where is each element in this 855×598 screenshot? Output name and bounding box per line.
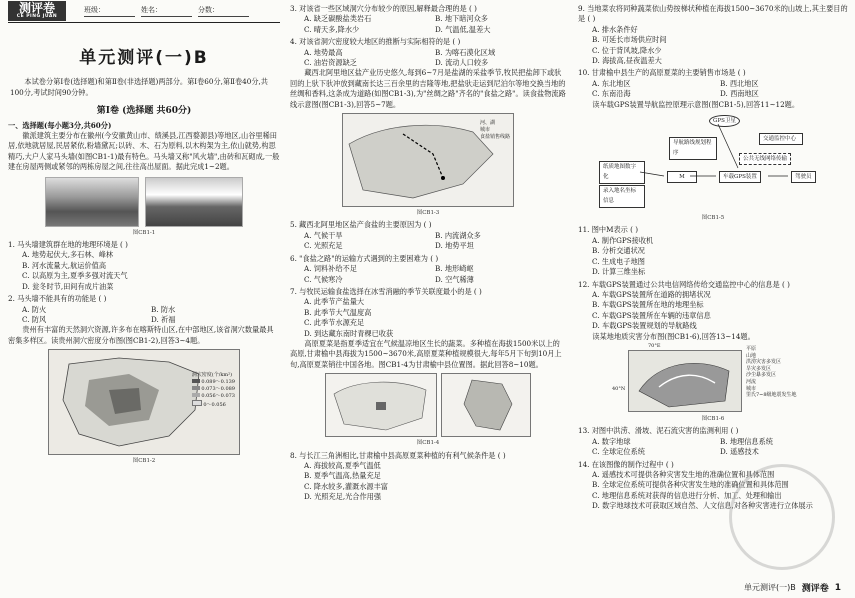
score-field[interactable]: 分数：	[198, 5, 249, 16]
answer-option[interactable]: B. 河水流量大,航运价值高	[22, 260, 107, 270]
page-header	[8, 0, 280, 23]
answer-option[interactable]: C. 生成电子地图	[592, 256, 645, 266]
answer-option[interactable]: C. 此季节水源充足	[304, 318, 365, 328]
footer-brand: 测评卷	[801, 584, 829, 594]
answer-option[interactable]: B. 地形崎岖	[435, 264, 474, 274]
section-heading: 第Ⅰ卷 (选择题 共60分)	[96, 106, 192, 117]
footer-text: 单元测评(一)B	[743, 583, 796, 592]
answer-option[interactable]: A. 地势最高	[304, 47, 343, 57]
legend-item: 0～0.056	[203, 402, 226, 409]
figure-caption: 图CB1-3	[416, 210, 440, 217]
legend-item: 河、湖	[479, 120, 495, 127]
answer-option[interactable]: D. 流动人口较多	[435, 58, 489, 68]
answer-option[interactable]: C. 车载GPS装置所在车辆的违章信息	[592, 310, 711, 320]
answer-option[interactable]: A. 数字地球	[592, 436, 631, 446]
question-14: 14. 在该图像的制作过程中 ( )	[578, 459, 674, 469]
question-4: 4. 对该省洞穴密度较大地区的推断与实际相符的是 ( )	[290, 37, 461, 47]
answer-option[interactable]: A. 地势起伏大,多石林、峰林	[22, 250, 114, 260]
legend-item: 洪涝灾害多发区	[746, 359, 782, 366]
column-right	[578, 0, 848, 512]
question-12: 12. 车载GPS装置通过公共电信网络传给交通监控中心的信息是 ( )	[578, 279, 790, 289]
diagram-node: 交通监控中心	[759, 133, 803, 145]
answer-option[interactable]: D. 空气稀薄	[435, 274, 474, 284]
diagram-node: 导航路线规划程序	[669, 137, 717, 160]
answer-option[interactable]: C. 地理信息系统对获得的信息进行分析、加工、处理和输出	[592, 490, 782, 500]
passage-4: 高原夏菜是指夏季适宜在气候温凉地区生长的蔬菜。多种植在海拔1500米以上的高原,甘肃榆中县海拔为1500~3670米,高原夏菜种植规模很大,每年5月下旬到10月上旬,高原夏菜销往中国各地。图CB1-4为甘肃榆中县位置图。据此回答8~10题。	[290, 338, 562, 369]
question-9: 9. 当地菜农将同种蔬菜依山势按梯状种植在海拔1500~3670米的山坡上,其主要目的是 ( )	[578, 4, 848, 24]
column-middle	[290, 0, 566, 503]
passage-1: 徽派建筑主要分布在徽州(今安徽黄山市、绩溪县,江西婺源县)等地区,山谷里稀田居,依地就居屋,民居紧依,粉墙黛瓦;以砖、木、石为原料,以木构架为主,依山就势,构思精巧,大户人家马头墙(如图CB1-1)最有特色。马头墙又称"风火墙",由砖和瓦砌成,一般建在房屋两侧或紧邻的两栋房屋之间,往往高出屋面。据此完成1~2题。	[8, 131, 280, 172]
answer-option[interactable]: B. 内流湖众多	[435, 230, 481, 240]
map-legend	[480, 120, 510, 141]
answer-option[interactable]: B. 此季节大气温度高	[304, 307, 372, 317]
answer-option[interactable]: A. 遥感技术可提供各种灾害发生地的准确位置和具体范围	[592, 469, 775, 479]
figure-caption: 图CB1-5	[701, 215, 725, 222]
answer-option[interactable]: D. 瓮冬时节,田间有成片油菜	[22, 281, 114, 291]
answer-option[interactable]: A. 缺乏碳酸盐类岩石	[304, 14, 372, 24]
passage-5: 读车载GPS装置导航监控原理示意图(图CB1-5),回答11~12题。	[592, 99, 800, 109]
answer-option[interactable]: C. 气候寒冷	[304, 274, 343, 284]
diagram-arrows	[578, 114, 848, 212]
name-field[interactable]: 姓名：	[141, 5, 192, 16]
question-1: 1. 马头墙建筑群在地的地理环境是 ( )	[8, 240, 128, 250]
answer-option[interactable]: C. 东南沿海	[592, 89, 631, 99]
latitude-label: 40°N	[612, 385, 626, 392]
legend-item: 旱灾多发区	[746, 365, 772, 372]
answer-option[interactable]: C. 降水较多,灌溉水源丰富	[304, 481, 388, 491]
legend-item: 沙尘暴多发区	[746, 372, 777, 379]
passage-6: 读某地地质灾害分布图(图CB1-6),回答13~14题。	[592, 331, 755, 341]
answer-option[interactable]: B. 夏季气温高,热量充足	[304, 471, 381, 481]
diagram-node: 录入地名坐标信息	[599, 185, 645, 208]
answer-option[interactable]: D. 光照充足,光合作用强	[304, 492, 382, 502]
question-10: 10. 甘肃榆中县生产的高原夏菜的主要销售市场是 ( )	[578, 68, 746, 78]
answer-option[interactable]: D. 计算三维坐标	[592, 267, 646, 277]
photo-architecture-1	[45, 177, 139, 227]
legend-item: 城市	[479, 127, 490, 134]
answer-option[interactable]: A. 海拔较高,夏季气温低	[304, 460, 381, 470]
china-location-map	[325, 373, 437, 437]
diagram-node: 公共无线网络传输	[739, 153, 791, 165]
answer-option[interactable]: C. 光照充足	[304, 241, 343, 251]
answer-option[interactable]: A. 饲料补给不足	[304, 264, 357, 274]
brand-logo	[8, 1, 66, 21]
part-heading: 一、选择题(每小题3分,共60分)	[8, 120, 112, 130]
answer-option[interactable]: A. 排水条件好	[592, 24, 638, 34]
answer-option[interactable]: B. 地下暗河众多	[435, 14, 488, 24]
diagram-node: GPS卫星	[709, 115, 740, 127]
answer-option[interactable]: A. 此季节产盐量大	[304, 297, 365, 307]
legend-item: 里氏7~8级地震发生地	[746, 392, 797, 399]
answer-option[interactable]: B. 地理信息系统	[720, 436, 773, 446]
answer-option[interactable]: C. 防风	[22, 314, 47, 324]
question-5: 5. 藏西北阿里地区盐产食盐的主要原因为 ( )	[290, 220, 432, 230]
question-7: 7. 与牧民运输食盐选择在冰雪消融的季节关联度最小的是 ( )	[290, 286, 482, 296]
map-graphic	[442, 374, 530, 436]
question-6: 6. "食盐之路"的运输方式遇到的主要困难为 ( )	[290, 253, 439, 263]
salt-route-map	[342, 113, 514, 207]
answer-option[interactable]: B. 可延长市场供应时间	[592, 35, 667, 45]
answer-option[interactable]: D. 祈福	[151, 314, 176, 324]
answer-option[interactable]: B. 车载GPS装置所在地的地理坐标	[592, 300, 704, 310]
figure-caption: 图CB1-2	[132, 458, 156, 465]
answer-option[interactable]: D. 遥感技术	[720, 447, 759, 457]
answer-option[interactable]: C. 油岩资源缺乏	[304, 58, 357, 68]
figure-caption: 图CB1-6	[701, 415, 725, 422]
map-graphic	[326, 374, 436, 436]
diagram-node: 车载GPS装置	[719, 171, 761, 183]
map-legend	[746, 346, 797, 399]
disaster-figure	[578, 344, 848, 414]
diagram-node: 纸质地图数字化	[599, 161, 645, 184]
column-left	[8, 0, 280, 467]
cave-density-map	[48, 349, 240, 455]
passage-3: 藏西北阿里地区盐产业历史悠久,每到6~7月是盐湖的采盐季节,牧民把盐卸下或驮回的上驮下驮冲放到藏南长达三百余里的吉隆等地,把盐驮走运到尼泊尔等地交换当地的丝绸和香料,这条成为道路(如图CB1-3),为"丝绸之路"齐名的"食盐之路"。读食盐物流路线示意图(图CB1-3),回答5~7题。	[290, 68, 566, 109]
question-11: 11. 图中M表示 ( )	[578, 225, 639, 235]
photo-architecture-2	[145, 177, 243, 227]
legend-item: 0.089～0.139	[201, 379, 235, 386]
legend-title: 洞穴密度(个/km²)	[191, 372, 233, 379]
watermark-stamp	[729, 464, 835, 570]
answer-option[interactable]: B. 西北地区	[720, 78, 759, 88]
passage-2: 贵州有丰富的天然洞穴资源,许多布在喀斯特山区,在中部地区,该省洞穴数量最具密集多样区。读贵州洞穴密度分布图(图CB1-2),回答3~4题。	[8, 325, 274, 345]
answer-option[interactable]: B. 全球定位系统可提供各种灾害发生地的准确位置和具体范围	[592, 480, 789, 490]
legend-item: 河流	[746, 378, 757, 385]
legend-item: 食盐销售线路	[479, 134, 510, 141]
question-13: 13. 对图中洪涝、滑坡、泥石流灾害的监测利用 ( )	[578, 426, 739, 436]
answer-option[interactable]: A. 防火	[22, 304, 47, 314]
answer-option[interactable]: C. 位于背风坡,降水少	[592, 45, 662, 55]
answer-option[interactable]: D. 数字地球技术可获取区域自然、人文信息,对各种灾害进行立体展示	[592, 501, 813, 511]
answer-option[interactable]: D. 气温低,温差大	[435, 24, 491, 34]
map-graphic	[629, 351, 741, 411]
diagram-node: M	[667, 171, 697, 183]
figure-caption: 图CB1-1	[132, 229, 156, 236]
student-fields	[84, 5, 249, 16]
logo-subtext: CE PING JUAN	[16, 13, 58, 19]
longitude-label: 70°E	[648, 342, 661, 349]
disaster-map	[628, 350, 742, 412]
diagram-node: 驾驶员	[791, 171, 816, 183]
answer-option[interactable]: A. 车载GPS装置所在道路的拥堵状况	[592, 289, 711, 299]
answer-option[interactable]: B. 分析交通状况	[592, 246, 645, 256]
answer-option[interactable]: D. 车载GPS装置规划的导航路线	[592, 321, 697, 331]
page-number: 1	[834, 582, 841, 593]
legend-item: 0.056～0.073	[201, 393, 235, 400]
logo-text: 测评卷	[18, 0, 55, 15]
class-field[interactable]: 班级：	[84, 5, 135, 16]
answer-option[interactable]: C. 以高原为主,夏季多强对流天气	[22, 271, 128, 281]
yuzhong-county-map	[441, 373, 531, 437]
page-title: 单元测评(一)B	[79, 48, 209, 68]
answer-option[interactable]: C. 全球定位系统	[592, 447, 645, 457]
answer-option[interactable]: B. 为喀石漠化区域	[435, 47, 496, 57]
legend-item: 平原	[746, 345, 757, 352]
gps-diagram	[578, 114, 848, 212]
answer-option[interactable]: A. 东北地区	[592, 78, 631, 88]
answer-option[interactable]: B. 防水	[151, 304, 176, 314]
page-footer	[744, 581, 841, 594]
legend-item: 城市	[746, 385, 757, 392]
figure-caption: 图CB1-4	[416, 440, 440, 447]
answer-option[interactable]: D. 海拔高,昼夜温差大	[592, 56, 662, 66]
answer-option[interactable]: A. 制作GPS接收机	[592, 235, 654, 245]
intro-text: 本试卷分第Ⅰ卷(选择题)和第Ⅱ卷(非选择题)两部分。第Ⅰ卷60分,第Ⅱ卷40分,共100分,考试时间90分钟。	[10, 77, 268, 97]
question-3: 3. 对该省一些区域洞穴分布较少的原因,解释最合理的是 ( )	[290, 4, 477, 13]
answer-option[interactable]: D. 到达藏东南时青稞已收获	[304, 328, 394, 338]
answer-option[interactable]: A. 气候干旱	[304, 230, 343, 240]
question-8: 8. 与长江三角洲相比,甘肃榆中县高原夏菜种植的有利气候条件是 ( )	[290, 450, 506, 460]
legend-item: 山地	[746, 352, 757, 359]
answer-option[interactable]: D. 地势平坦	[435, 241, 474, 251]
answer-option[interactable]: C. 晴天多,降水少	[304, 24, 360, 34]
legend-item: 0.073～0.089	[201, 386, 235, 393]
question-2: 2. 马头墙不能具有的功能是 ( )	[8, 294, 107, 304]
answer-option[interactable]: D. 西南地区	[720, 89, 759, 99]
map-legend	[192, 372, 235, 409]
